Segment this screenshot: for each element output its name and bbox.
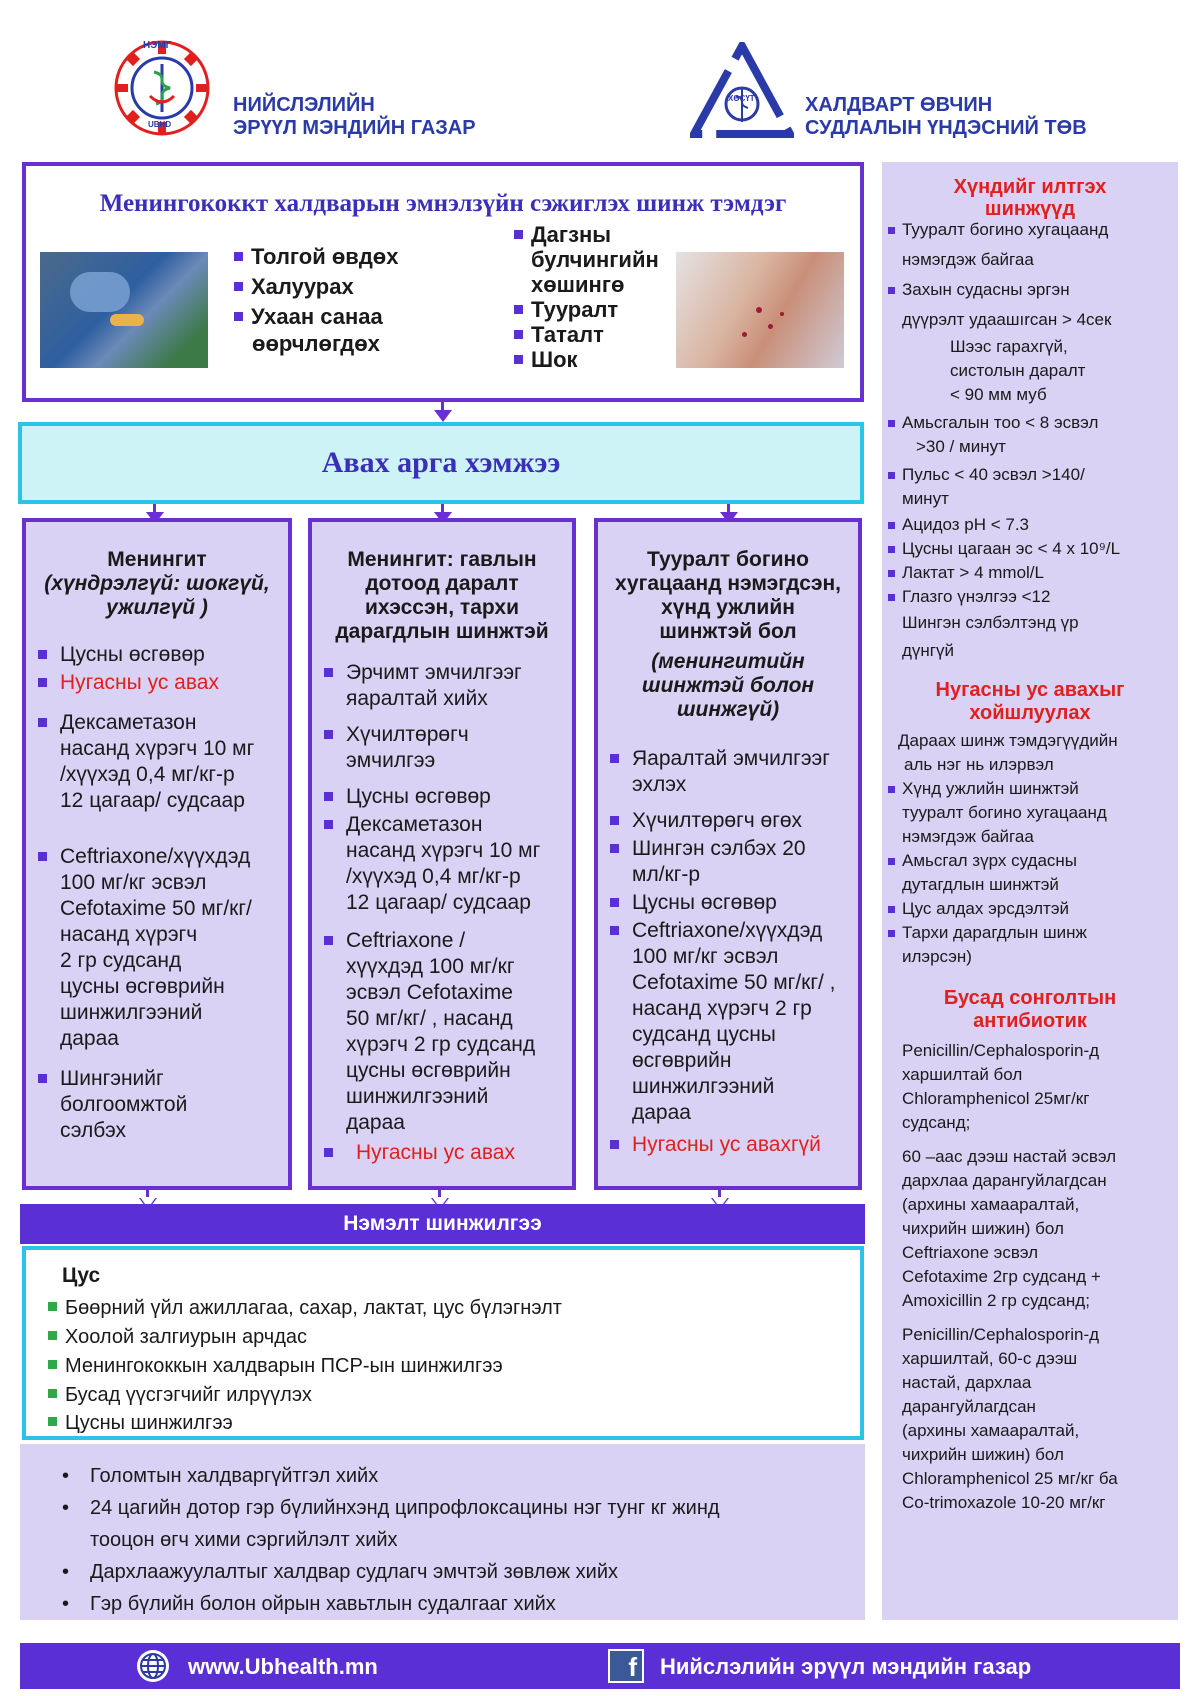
col3-item-blood-culture: Цусны өсгөвөр — [598, 890, 858, 916]
symptoms-title: Менингококкт халдварын эмнэлзүйн сэжиглэх шинж тэмдэг — [99, 190, 787, 217]
flow-arrow-1-head — [434, 410, 452, 422]
col2-title-3: ихэссэн, тархи — [364, 596, 520, 619]
defer-intro: Дараах шинж тэмдэгүүдийн аль нэг нь илэрвэл — [898, 731, 1118, 774]
severe-respiratory-rate: Амьсгалын тоо < 8 эсвэл >30 / минут — [882, 411, 1178, 459]
facebook-page-name[interactable]: Нийслэлийн эрүүл мэндийн газар — [660, 1654, 1032, 1679]
blood-item-renal: Бөөрний үйл ажиллагаа, сахар, лактат, цус бүлэгнэлт — [48, 1294, 860, 1323]
defer-severe-rash: Хүнд ужлийн шинжтэй тууралт богино хугацаанд нэмэгдэж байгаа — [882, 777, 1178, 849]
bullet-vaccination: • Дархлаажуулалтыг халдвар судлагч эмчтэй зөвлөж хийх — [62, 1561, 619, 1583]
abx-combined: Penicillin/Cephalosporin-д харшилтай, 60-с дээш настай, дархлаа дарангуйлагдсан (архины хамааралтай, чихрийн шижин) бол Chloramphenicol 25 мг/кг ба Co-trimoxazole 10-20 мг/кг — [902, 1325, 1118, 1512]
symptom-fever: Халуурах — [234, 272, 398, 302]
col2-item-lumbar-puncture: Нугасны ус авах — [312, 1140, 572, 1166]
hosut-logo — [690, 42, 794, 142]
blood-item-other-pathogens: Бусад үүсгэгчийг илрүүлэх — [48, 1381, 860, 1410]
abx-elderly-immunocompromised: 60 –аас дээш настай эсвэл дархлаа дарангуйлагдсан (архины хамааралтай, чихрийн шижин) бол Ceftriaxone эсвэл Cefotaxime 2гр судсанд + Amoxicillin 2 гр судсанд; — [902, 1147, 1117, 1310]
blood-item-throat-swab: Хоолой залгиурын арчдас — [48, 1323, 860, 1352]
col1-subtitle-1: (хүндрэлгүй: шокгүй, — [44, 572, 270, 595]
col3-title-1: Тууралт богино — [646, 548, 810, 571]
severe-rash: Тууралт богино хугацаанд нэмэгдэж байгаа — [882, 215, 1178, 275]
website-link[interactable]: www.Ubhealth.mn — [188, 1654, 378, 1679]
col1-item-blood-culture: Цусны өсгөвөр — [26, 642, 288, 668]
symptom-rash: Тууралт — [514, 297, 659, 322]
patient-photo-left — [40, 252, 208, 368]
col3-subtitle-3: шинжгүй) — [676, 698, 780, 721]
right-org-name-1: ХАЛДВАРТ ӨВЧИН — [805, 94, 993, 116]
col2-item-ceftriaxone: Ceftriaxone / хүүхдэд 100 мг/кг эсвэл Cefotaxime 50 мг/кг/ , насанд хүрэгч 2 гр судсанд цусны өсгөврийн шинжилгээний дараа — [312, 928, 572, 1136]
left-logo-sub: UBHD — [148, 120, 172, 129]
abx-title-2: антибиотик — [973, 1010, 1087, 1032]
symptom-seizure: Таталт — [514, 322, 659, 347]
defer-title-2: хойшлуулах — [969, 702, 1091, 724]
col2-item-oxygen: Хүчилтөрөгч эмчилгээ — [312, 722, 572, 774]
col3-item-urgent-treatment: Яаралтай эмчилгээг эхлэх — [598, 746, 858, 798]
blood-item-blood-test: Цусны шинжилгээ — [48, 1410, 860, 1437]
defer-title-1: Нугасны ус авахыг — [935, 679, 1125, 701]
severe-capillary-refill: Захын судасны эргэн дүүрэлт удаашırсан > 4сек — [882, 275, 1178, 335]
symptom-neck-stiffness-line2: булчингийн — [531, 247, 659, 272]
severe-fluid-unresponsive: Шингэн сэлбэлтэнд үр дүнгүй — [902, 613, 1079, 660]
footer-bar — [20, 1643, 1180, 1689]
left-logo-text: НЭМГ — [143, 40, 172, 51]
col3-item-no-lumbar-puncture: Нугасны ус авахгүй — [598, 1132, 858, 1158]
col2-item-dexamethasone: Дексаметазон насанд хүрэгч 10 мг /хүүхэд 0,4 мг/кг-р 12 цагаар/ судсаар — [312, 812, 572, 916]
defer-brain-compression: Тархи дарагдлын шинж илэрсэн) — [882, 921, 1178, 969]
symptom-shock: Шок — [514, 347, 659, 372]
abx-penicillin-allergy: Penicillin/Cephalosporin-д харшилтай бол Chloramphenicol 25мг/кг судсанд; — [902, 1041, 1100, 1132]
severe-title-2: шинжүүд — [984, 198, 1076, 220]
column-septicaemia — [594, 518, 862, 1190]
col2-title-4: дарагдлын шинжтэй — [335, 620, 549, 643]
severe-acidosis: Ацидоз pH < 7.3 — [882, 513, 1178, 537]
symptoms-left-list — [234, 242, 398, 356]
col3-subtitle-1: (менингитийн — [651, 650, 805, 673]
right-org-name-2: СУДЛАЛЫН ҮНДЭСНИЙ ТӨВ — [805, 117, 1087, 139]
extra-tests-title: Нэмэлт шинжилгээ — [343, 1212, 542, 1235]
defer-bleeding-risk: Цус алдах эрсдэлтэй — [882, 897, 1178, 921]
col3-item-ceftriaxone: Ceftriaxone/хүүхдэд 100 мг/кг эсвэл Cefotaxime 50 мг/кг/ , насанд хүрэгч 2 гр судсанд цусны өсгөврийн шинжилгээний дараа — [598, 918, 858, 1126]
severe-pulse: Пульс < 40 эсвэл >140/ минут — [882, 463, 1178, 511]
symptom-neck-stiffness: Дагзны — [514, 222, 659, 247]
globe-icon — [136, 1649, 170, 1683]
col2-item-blood-culture: Цусны өсгөвөр — [312, 784, 572, 810]
blood-tests-box — [22, 1246, 864, 1440]
col3-item-oxygen: Хүчилтөрөгч өгөх — [598, 808, 858, 834]
rash-photo-right — [676, 252, 844, 368]
col1-item-lumbar-puncture: Нугасны ус авах — [26, 670, 288, 696]
left-org-name-1: НИЙСЛЭЛИЙН — [233, 94, 375, 116]
severe-gcs: Глазго үнэлгээ <12 — [882, 585, 1178, 609]
severe-urine-bp: Шээс гарахгүй, систолын даралт < 90 мм муб — [950, 337, 1086, 404]
column-meningitis-raised-icp — [308, 518, 576, 1190]
actions-bar — [18, 422, 864, 504]
column-meningitis-uncomplicated — [22, 518, 292, 1190]
symptom-consciousness: Ухаан санаа — [234, 302, 398, 332]
col1-item-ceftriaxone: Ceftriaxone/хүүхдэд 100 мг/кг эсвэл Cefotaxime 50 мг/кг/ насанд хүрэгч 2 гр судсанд цусны өсгөврийн шинжилгээний дараа — [26, 844, 288, 1052]
blood-title: Цус — [62, 1264, 101, 1287]
col3-subtitle-2: шинжтэй болон — [641, 674, 815, 697]
symptom-headache: Толгой өвдөх — [234, 242, 398, 272]
symptoms-box — [22, 162, 864, 402]
col3-item-fluids: Шингэн сэлбэх 20 мл/кг-р — [598, 836, 858, 888]
col1-title: Менингит — [107, 548, 207, 571]
col3-title-4: шинжтэй бол — [659, 620, 797, 643]
bullet-prophylaxis-cont: тооцон өгч хими сэргийлэлт хийх — [90, 1529, 398, 1551]
severe-wbc: Цусны цагаан эс < 4 x 10⁹/L — [882, 537, 1178, 561]
right-sidebar — [882, 162, 1178, 1620]
defer-cardiorespiratory: Амьсгал зүрх судасны дутагдлын шинжтэй — [882, 849, 1178, 897]
extra-tests-bar — [20, 1204, 865, 1244]
symptoms-right-list — [514, 222, 659, 372]
severe-title-1: Хүндийг илтгэх — [953, 176, 1107, 198]
col2-title-2: дотоод даралт — [365, 572, 519, 595]
right-logo-text: ХӨСҮТ — [728, 94, 755, 103]
left-org-name-2: ЭРҮҮЛ МЭНДИЙН ГАЗАР — [233, 117, 476, 139]
severe-lactate: Лактат > 4 mmol/L — [882, 561, 1178, 585]
public-health-box — [20, 1444, 865, 1620]
blood-item-pcr: Менингококкын халдварын ПСР-ын шинжилгээ — [48, 1352, 860, 1381]
symptom-consciousness-cont: өөрчлөгдөх — [252, 331, 380, 356]
col3-title-2: хугацаанд нэмэгдсэн, — [614, 572, 842, 595]
facebook-icon[interactable]: f — [608, 1649, 644, 1683]
col3-title-3: хүнд ужлийн — [661, 596, 795, 619]
actions-title: Авах арга хэмжээ — [321, 446, 561, 479]
col2-title-1: Менингит: гавлын — [347, 548, 537, 571]
col1-subtitle-2: ужилгүй ) — [106, 596, 208, 619]
header — [0, 0, 1200, 150]
col2-item-intensive-care: Эрчимт эмчилгээг яаралтай хийх — [312, 660, 572, 712]
abx-title-1: Бусад сонголтын — [943, 987, 1117, 1009]
bullet-prophylaxis: • 24 цагийн дотор гэр бүлийнхэнд ципрофлоксацины нэг тунг кг жинд — [62, 1497, 720, 1519]
symptom-neck-stiffness-line3: хөшингө — [531, 272, 625, 297]
bullet-contact-tracing: • Гэр бүлийн болон ойрын хавьтлын судалгааг хийх — [62, 1593, 556, 1615]
col1-item-fluids: Шингэнийг болгоомжтой сэлбэх — [26, 1066, 288, 1144]
col1-item-dexamethasone: Дексаметазон насанд хүрэгч 10 мг /хүүхэд 0,4 мг/кг-р 12 цагаар/ судсаар — [26, 710, 288, 814]
bullet-disinfection: • Голомтын халдваргүйтгэл хийх — [62, 1465, 379, 1487]
